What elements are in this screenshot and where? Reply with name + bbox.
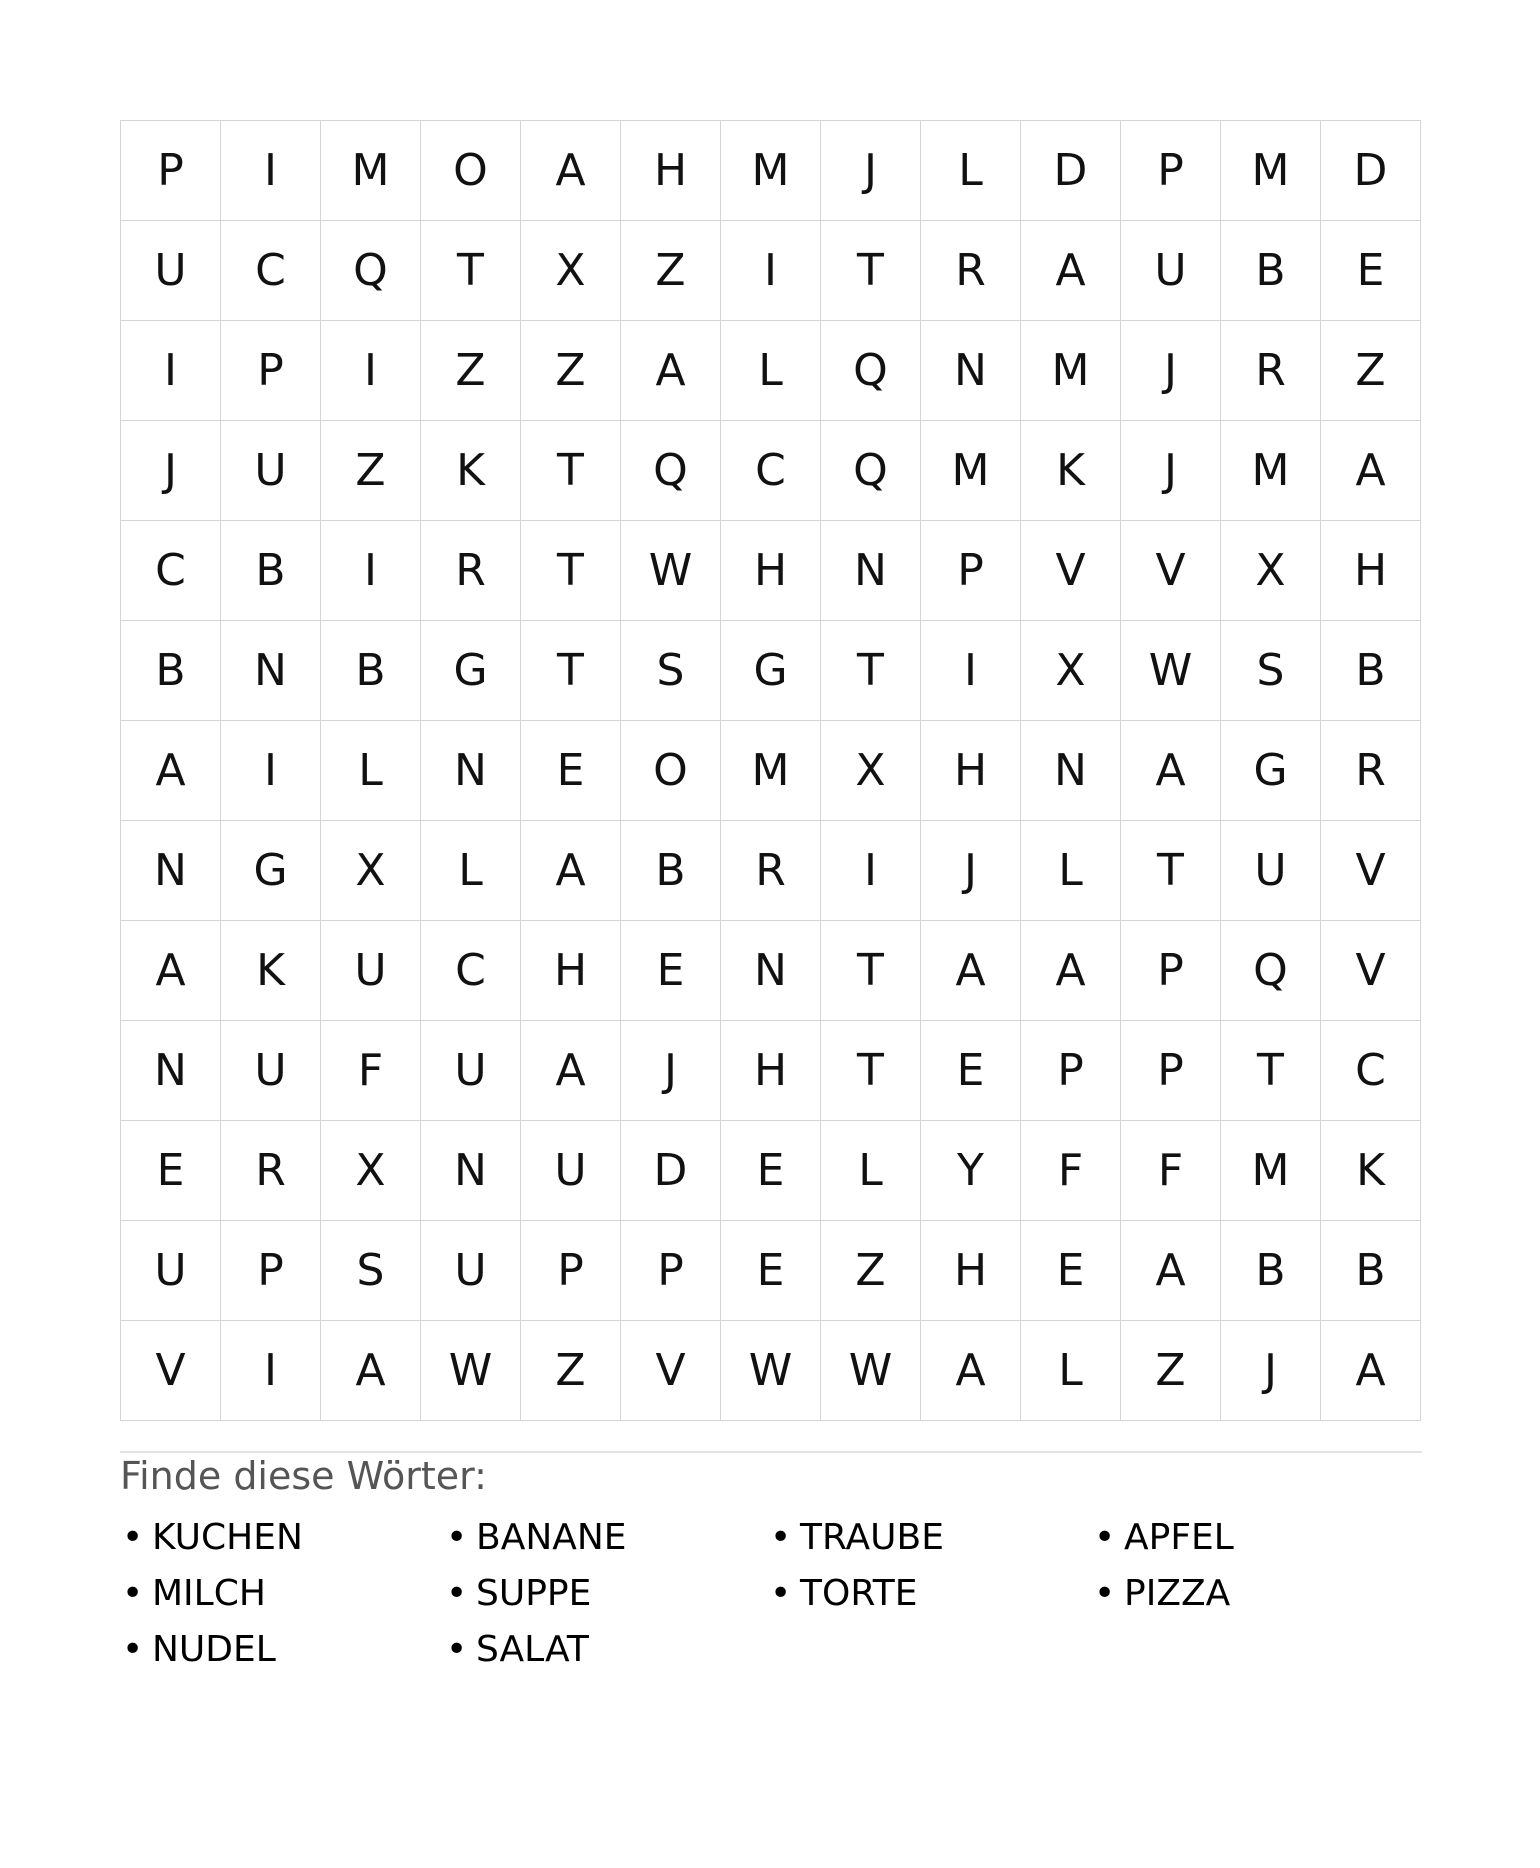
grid-cell[interactable]: X: [1221, 521, 1321, 621]
grid-cell[interactable]: B: [1321, 1221, 1421, 1321]
word-label: NUDEL: [152, 1629, 276, 1670]
grid-cell[interactable]: I: [221, 721, 321, 821]
word-label: MILCH: [152, 1573, 266, 1614]
word-label: APFEL: [1124, 1517, 1234, 1558]
bullet: •: [122, 1517, 144, 1558]
grid-cell[interactable]: V: [1321, 921, 1421, 1021]
word-list-item: [770, 1566, 1094, 1622]
grid-cell[interactable]: A: [121, 921, 221, 1021]
grid-cell[interactable]: P: [921, 521, 1021, 621]
grid-cell[interactable]: T: [421, 221, 521, 321]
bullet: •: [122, 1573, 144, 1614]
grid-cell[interactable]: A: [121, 721, 221, 821]
grid-cell[interactable]: R: [421, 521, 521, 621]
grid-cell[interactable]: E: [921, 1021, 1021, 1121]
grid-cell[interactable]: X: [321, 1121, 421, 1221]
grid-cell[interactable]: N: [121, 821, 221, 921]
grid-cell[interactable]: L: [821, 1121, 921, 1221]
grid-cell[interactable]: M: [1221, 1121, 1321, 1221]
grid-cell[interactable]: B: [1221, 1221, 1321, 1321]
grid-cell[interactable]: E: [621, 921, 721, 1021]
grid-cell[interactable]: P: [221, 321, 321, 421]
grid-cell[interactable]: K: [221, 921, 321, 1021]
bullet: •: [1094, 1517, 1116, 1558]
grid-cell[interactable]: Q: [1221, 921, 1321, 1021]
grid-cell[interactable]: B: [321, 621, 421, 721]
grid-cell[interactable]: N: [1021, 721, 1121, 821]
grid-cell[interactable]: U: [421, 1021, 521, 1121]
grid-cell[interactable]: A: [921, 921, 1021, 1021]
grid-cell[interactable]: T: [1121, 821, 1221, 921]
bullet: •: [770, 1517, 792, 1558]
word-list-item: [122, 1510, 446, 1566]
grid-cell[interactable]: T: [521, 621, 621, 721]
word-list-item: [446, 1566, 770, 1622]
grid-cell[interactable]: U: [421, 1221, 521, 1321]
grid-cell[interactable]: A: [321, 1321, 421, 1421]
grid-cell[interactable]: U: [1221, 821, 1321, 921]
grid-cell[interactable]: A: [521, 1021, 621, 1121]
word-label: SUPPE: [476, 1573, 592, 1614]
grid-cell[interactable]: M: [1221, 421, 1321, 521]
word-list-item: [122, 1566, 446, 1622]
grid-cell[interactable]: B: [1321, 621, 1421, 721]
grid-cell[interactable]: Z: [621, 221, 721, 321]
grid-cell[interactable]: K: [421, 421, 521, 521]
grid-cell[interactable]: T: [821, 621, 921, 721]
grid-cell[interactable]: C: [721, 421, 821, 521]
grid-cell[interactable]: H: [1321, 521, 1421, 621]
grid-cell[interactable]: R: [1321, 721, 1421, 821]
grid-cell[interactable]: M: [921, 421, 1021, 521]
grid-cell[interactable]: Q: [821, 321, 921, 421]
grid-cell[interactable]: V: [121, 1321, 221, 1421]
grid-cell[interactable]: I: [221, 1321, 321, 1421]
grid-cell[interactable]: A: [921, 1321, 1021, 1421]
grid-cell[interactable]: B: [621, 821, 721, 921]
grid-cell[interactable]: G: [721, 621, 821, 721]
grid-cell[interactable]: N: [421, 721, 521, 821]
grid-cell[interactable]: L: [721, 321, 821, 421]
grid-cell[interactable]: F: [1121, 1121, 1221, 1221]
grid-cell[interactable]: W: [721, 1321, 821, 1421]
grid-cell[interactable]: N: [221, 621, 321, 721]
grid-cell[interactable]: U: [521, 1121, 621, 1221]
word-list-item: [122, 1622, 446, 1678]
grid-cell[interactable]: T: [521, 421, 621, 521]
grid-cell[interactable]: L: [1021, 1321, 1121, 1421]
grid-cell[interactable]: Z: [1121, 1321, 1221, 1421]
grid-cell[interactable]: I: [221, 121, 321, 221]
grid-cell[interactable]: T: [821, 221, 921, 321]
grid-cell[interactable]: U: [221, 1021, 321, 1121]
grid-cell[interactable]: L: [1021, 821, 1121, 921]
grid-cell[interactable]: M: [321, 121, 421, 221]
grid-cell[interactable]: H: [721, 1021, 821, 1121]
word-list-item: [1094, 1510, 1418, 1566]
grid-cell[interactable]: A: [1021, 921, 1121, 1021]
grid-cell[interactable]: S: [621, 621, 721, 721]
grid-cell[interactable]: C: [221, 221, 321, 321]
word-list-item: [446, 1510, 770, 1566]
grid-cell[interactable]: V: [1321, 821, 1421, 921]
grid-cell[interactable]: J: [921, 821, 1021, 921]
grid-cell[interactable]: J: [1121, 421, 1221, 521]
grid-cell[interactable]: C: [1321, 1021, 1421, 1121]
word-list: [122, 1510, 1422, 1678]
bullet: •: [446, 1573, 468, 1614]
grid-cell[interactable]: P: [121, 121, 221, 221]
grid-cell[interactable]: H: [521, 921, 621, 1021]
grid-cell[interactable]: H: [921, 1221, 1021, 1321]
grid-cell[interactable]: P: [1121, 121, 1221, 221]
grid-cell[interactable]: C: [121, 521, 221, 621]
word-label: BANANE: [476, 1517, 627, 1558]
word-label: TRAUBE: [800, 1517, 944, 1558]
grid-cell[interactable]: D: [621, 1121, 721, 1221]
grid-cell[interactable]: V: [1121, 521, 1221, 621]
grid-cell[interactable]: Q: [321, 221, 421, 321]
grid-cell[interactable]: B: [221, 521, 321, 621]
grid-cell[interactable]: I: [721, 221, 821, 321]
grid-cell[interactable]: I: [821, 821, 921, 921]
bullet: •: [770, 1573, 792, 1614]
grid-cell[interactable]: D: [1321, 121, 1421, 221]
grid-cell[interactable]: U: [121, 1221, 221, 1321]
bullet: •: [446, 1517, 468, 1558]
grid-cell[interactable]: W: [821, 1321, 921, 1421]
grid-cell[interactable]: L: [321, 721, 421, 821]
bullet: •: [122, 1629, 144, 1670]
grid-cell[interactable]: M: [721, 721, 821, 821]
grid-cell[interactable]: F: [1021, 1121, 1121, 1221]
grid-cell[interactable]: T: [821, 921, 921, 1021]
grid-cell[interactable]: X: [321, 821, 421, 921]
grid-cell[interactable]: W: [421, 1321, 521, 1421]
grid-cell[interactable]: Q: [621, 421, 721, 521]
grid-cell[interactable]: E: [1021, 1221, 1121, 1321]
grid-cell[interactable]: E: [121, 1121, 221, 1221]
grid-cell[interactable]: P: [221, 1221, 321, 1321]
grid-cell[interactable]: N: [421, 1121, 521, 1221]
grid-cell[interactable]: W: [621, 521, 721, 621]
grid-cell[interactable]: P: [1121, 1021, 1221, 1121]
grid-cell[interactable]: Z: [321, 421, 421, 521]
grid-cell[interactable]: T: [521, 521, 621, 621]
grid-cell[interactable]: K: [1021, 421, 1121, 521]
grid-cell[interactable]: A: [1121, 721, 1221, 821]
grid-cell[interactable]: H: [721, 521, 821, 621]
grid-cell[interactable]: M: [1021, 321, 1121, 421]
grid-cell[interactable]: J: [121, 421, 221, 521]
grid-cell[interactable]: E: [721, 1121, 821, 1221]
word-list-item: [1094, 1566, 1418, 1622]
grid-cell[interactable]: M: [721, 121, 821, 221]
word-label: KUCHEN: [152, 1517, 303, 1558]
grid-cell[interactable]: H: [621, 121, 721, 221]
grid-cell[interactable]: N: [921, 321, 1021, 421]
grid-cell[interactable]: Z: [521, 1321, 621, 1421]
grid-cell[interactable]: Z: [521, 321, 621, 421]
grid-cell[interactable]: I: [321, 321, 421, 421]
grid-cell[interactable]: I: [321, 521, 421, 621]
grid-cell[interactable]: T: [821, 1021, 921, 1121]
grid-cell[interactable]: H: [921, 721, 1021, 821]
grid-cell[interactable]: J: [621, 1021, 721, 1121]
grid-cell[interactable]: A: [521, 821, 621, 921]
grid-cell[interactable]: R: [921, 221, 1021, 321]
grid-cell[interactable]: U: [221, 421, 321, 521]
grid-cell[interactable]: J: [821, 121, 921, 221]
word-list-item: [446, 1622, 770, 1678]
grid-cell[interactable]: U: [121, 221, 221, 321]
grid-cell[interactable]: N: [121, 1021, 221, 1121]
grid-cell[interactable]: Z: [1321, 321, 1421, 421]
grid-cell[interactable]: N: [821, 521, 921, 621]
grid-cell[interactable]: V: [621, 1321, 721, 1421]
grid-cell[interactable]: A: [521, 121, 621, 221]
grid-cell[interactable]: A: [1321, 1321, 1421, 1421]
grid-cell[interactable]: U: [1121, 221, 1221, 321]
grid-cell[interactable]: G: [1221, 721, 1321, 821]
grid-cell[interactable]: P: [521, 1221, 621, 1321]
letter-grid: [120, 120, 1421, 1421]
grid-cell[interactable]: L: [421, 821, 521, 921]
grid-cell[interactable]: O: [421, 121, 521, 221]
grid-cell[interactable]: P: [621, 1221, 721, 1321]
grid-cell[interactable]: R: [1221, 321, 1321, 421]
grid-cell[interactable]: X: [821, 721, 921, 821]
grid-cell[interactable]: B: [121, 621, 221, 721]
grid-cell[interactable]: T: [1221, 1021, 1321, 1121]
grid-cell[interactable]: N: [721, 921, 821, 1021]
word-list-heading: Finde diese Wörter:: [120, 1454, 487, 1498]
grid-cell[interactable]: Y: [921, 1121, 1021, 1221]
grid-cell[interactable]: D: [1021, 121, 1121, 221]
grid-cell[interactable]: A: [1321, 421, 1421, 521]
grid-cell[interactable]: U: [321, 921, 421, 1021]
grid-cell[interactable]: G: [421, 621, 521, 721]
grid-cell[interactable]: C: [421, 921, 521, 1021]
word-label: TORTE: [800, 1573, 918, 1614]
grid-cell[interactable]: Z: [821, 1221, 921, 1321]
word-label: SALAT: [476, 1629, 589, 1670]
grid-cell[interactable]: P: [1121, 921, 1221, 1021]
grid-cell[interactable]: I: [921, 621, 1021, 721]
grid-cell[interactable]: E: [1321, 221, 1421, 321]
grid-cell[interactable]: A: [1021, 221, 1121, 321]
grid-cell[interactable]: M: [1221, 121, 1321, 221]
grid-cell[interactable]: E: [521, 721, 621, 821]
grid-cell[interactable]: I: [121, 321, 221, 421]
grid-cell[interactable]: J: [1121, 321, 1221, 421]
grid-cell[interactable]: S: [1221, 621, 1321, 721]
word-label: PIZZA: [1124, 1573, 1231, 1614]
grid-cell[interactable]: R: [721, 821, 821, 921]
grid-cell[interactable]: Q: [821, 421, 921, 521]
word-list-item: [770, 1510, 1094, 1566]
grid-cell[interactable]: L: [921, 121, 1021, 221]
grid-cell[interactable]: O: [621, 721, 721, 821]
grid-cell[interactable]: K: [1321, 1121, 1421, 1221]
grid-cell[interactable]: G: [221, 821, 321, 921]
grid-cell[interactable]: V: [1021, 521, 1121, 621]
grid-cell[interactable]: A: [621, 321, 721, 421]
grid-cell[interactable]: W: [1121, 621, 1221, 721]
grid-cell[interactable]: B: [1221, 221, 1321, 321]
grid-cell[interactable]: E: [721, 1221, 821, 1321]
grid-cell[interactable]: F: [321, 1021, 421, 1121]
grid-cell[interactable]: X: [1021, 621, 1121, 721]
grid-cell[interactable]: P: [1021, 1021, 1121, 1121]
grid-cell[interactable]: S: [321, 1221, 421, 1321]
grid-cell[interactable]: A: [1121, 1221, 1221, 1321]
bullet: •: [1094, 1573, 1116, 1614]
grid-cell[interactable]: J: [1221, 1321, 1321, 1421]
bullet: •: [446, 1629, 468, 1670]
grid-cell[interactable]: X: [521, 221, 621, 321]
grid-cell[interactable]: Z: [421, 321, 521, 421]
grid-cell[interactable]: R: [221, 1121, 321, 1221]
